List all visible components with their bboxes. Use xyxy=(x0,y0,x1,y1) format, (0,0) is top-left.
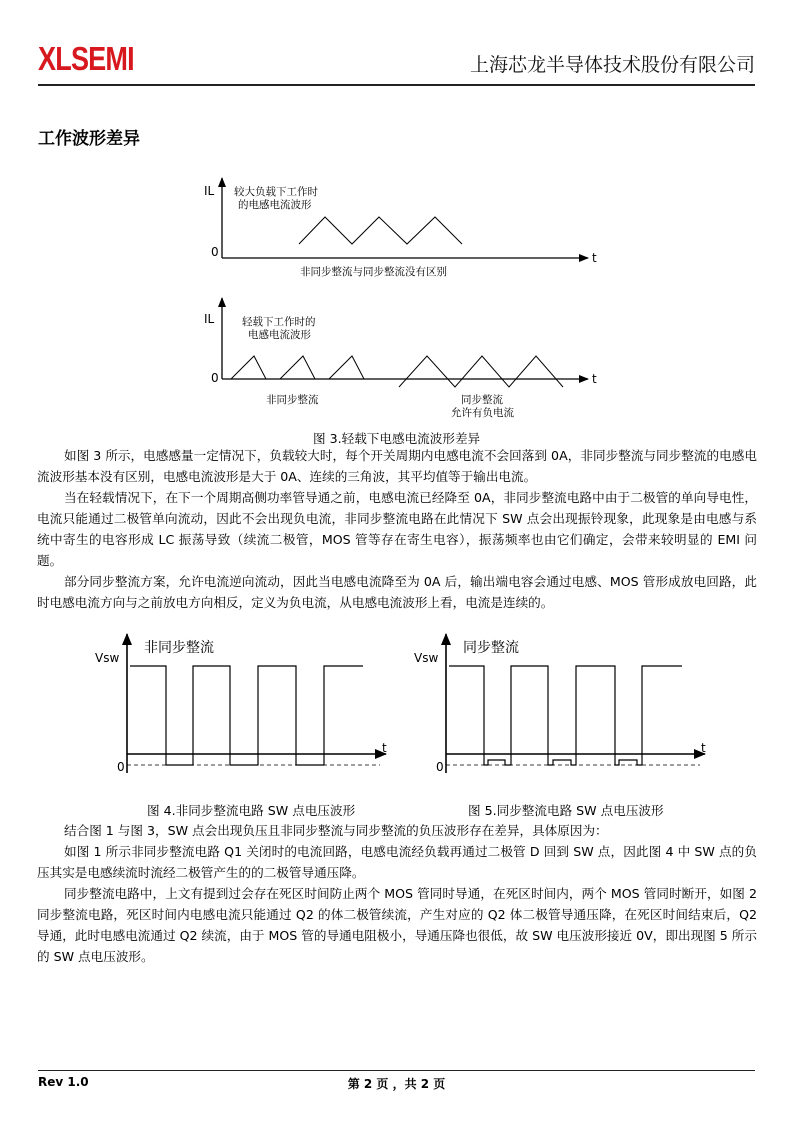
section-title: 工作波形差异 xyxy=(38,129,140,149)
fig3-top-note-1: 较大负载下工作时 xyxy=(234,186,318,198)
fig3-bottom-y-label: IL xyxy=(204,312,215,326)
fig3-top-note-2: 的电感电流波形 xyxy=(238,199,312,211)
company-logo: XLSEMI xyxy=(38,40,134,77)
fig3-bottom-right-label-1: 同步整流 xyxy=(461,394,503,406)
paragraph-4: 结合图 1 与图 3，SW 点会出现负压且非同步整流与同步整流的负压波形存在差异，具体原因为： xyxy=(64,823,608,838)
fig3-bottom-async-waveform xyxy=(231,356,364,379)
fig3-bottom-sync-waveform xyxy=(399,356,563,387)
paragraph-3: 部分同步整流方案，允许电流逆向流动，因此当电感电流降至为 0A 后，输出端电容会通过电感、MOS 管形成放电回路，此时电感电流方向与之前放电方向相反，定义为负电流，从电感电流波形上看，电流是连续的。 xyxy=(37,574,757,610)
fig5-x-label: t xyxy=(701,741,706,755)
footer-divider xyxy=(38,1070,755,1071)
fig5-y-label: Vsw xyxy=(414,651,439,665)
fig3-top-x-label: t xyxy=(592,251,597,265)
company-name: 上海芯龙半导体技术股份有限公司 xyxy=(469,54,755,76)
fig4-title: 非同步整流 xyxy=(144,640,214,656)
paragraph-1: 如图 3 所示，电感感量一定情况下，负载较大时，每个开关周期内电感电流不会回落到 0A，非同步整流与同步整流的电感电流波形基本没有区别，电感电流波形是大于 0A、连续的三角波，其平均值等于输出电流。 xyxy=(37,448,757,484)
fig5-title: 同步整流 xyxy=(463,640,519,656)
paragraph-5: 如图 1 所示非同步整流电路 Q1 关闭时的电流回路，电感电流经负载再通过二极管 D 回到 SW 点，因此图 4 中 SW 点的负压其实是电感续流时流经二极管产生的的二极管导通压降。 xyxy=(37,844,757,880)
fig3-top-bottom-note: 非同步整流与同步整流没有区别 xyxy=(300,266,447,278)
figure-4-5-diagrams xyxy=(90,625,720,785)
fig3-bottom-right-label-2: 允许有负电流 xyxy=(451,407,514,419)
fig3-bottom-note-2: 电感电流波形 xyxy=(248,329,311,341)
fig3-top-waveform xyxy=(299,217,462,244)
revision-label: Rev 1.0 xyxy=(38,1075,89,1089)
figure-3-caption: 图 3.轻载下电感电流波形差异 xyxy=(313,431,481,446)
fig3-top-zero: 0 xyxy=(211,245,219,259)
header-divider xyxy=(38,84,755,86)
fig5-waveform xyxy=(449,666,682,765)
fig4-x-label: t xyxy=(382,741,387,755)
fig3-bottom-note-1: 轻载下工作时的 xyxy=(242,316,316,328)
fig3-bottom-zero: 0 xyxy=(211,371,219,385)
fig4-waveform xyxy=(130,666,363,765)
fig4-zero: 0 xyxy=(117,760,125,774)
paragraph-2: 当在轻载情况下，在下一个周期高侧功率管导通之前，电感电流已经降至 0A，非同步整流电路中由于二极管的单向导电性，电流只能通过二极管单向流动，因此不会出现负电流，非同步整流电路在此情况下 SW 点会出现振铃现象，此现象是由电感与系统中寄生的电容形成 LC 振荡导致（续流二极管，MOS 管等存在寄生电容），振荡频率也由它们确定，会带来较明显的 EMI 问题。 xyxy=(37,490,757,568)
fig3-top-y-label: IL xyxy=(204,184,215,198)
figure-4-caption: 图 4.非同步整流电路 SW 点电压波形 xyxy=(147,803,356,818)
paragraph-6: 同步整流电路中，上文有提到过会存在死区时间防止两个 MOS 管同时导通，在死区时间内，两个 MOS 管同时断开，如图 2 同步整流电路，死区时间内电感电流只能通过 Q2 的体二极管续流，产生对应的 Q2 体二极管导通压降，在死区时间结束后，Q2 导通，此时电感电流通过 Q2 续流，由于 MOS 管的导通电阻极小，导通压降也很低，故 SW 电压波形接近 0V，即出现图 5 所示的 SW 点电压波形。 xyxy=(37,886,757,964)
fig3-bottom-left-label: 非同步整流 xyxy=(266,394,319,406)
fig5-zero: 0 xyxy=(436,760,444,774)
fig4-y-label: Vsw xyxy=(95,651,120,665)
figure-5-caption: 图 5.同步整流电路 SW 点电压波形 xyxy=(468,803,664,818)
figure-3-diagram xyxy=(190,175,610,425)
fig3-bottom-x-label: t xyxy=(592,372,597,386)
page-number: 第 2 页 ，共 2 页 xyxy=(347,1077,446,1091)
